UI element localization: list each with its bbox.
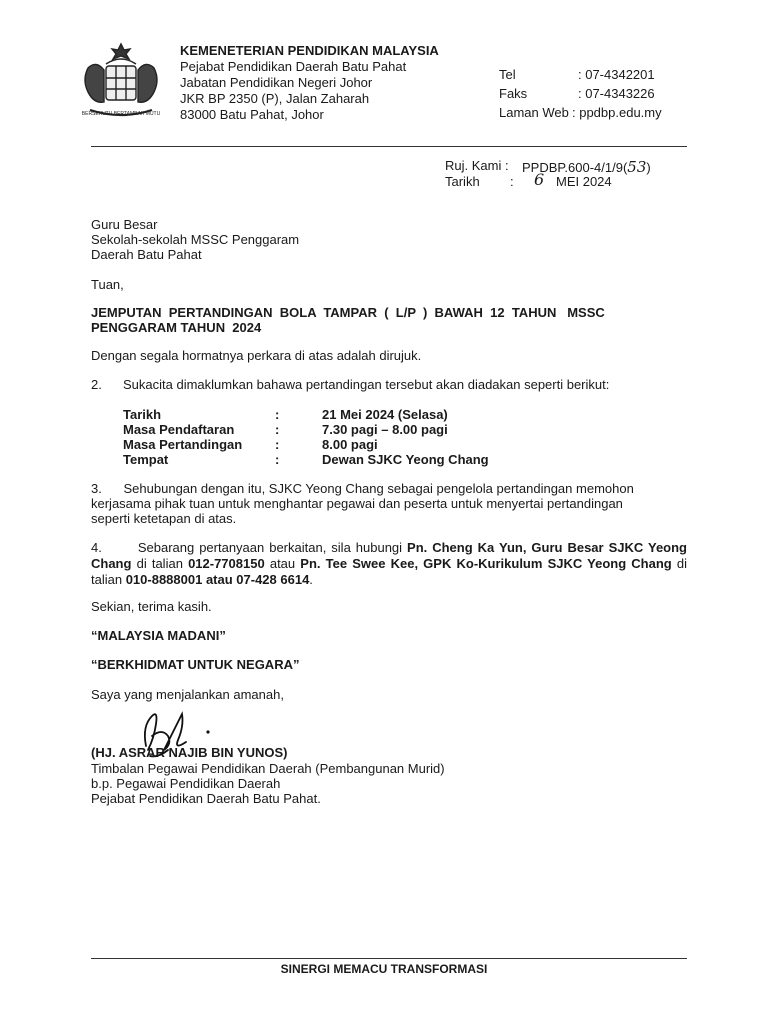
intro-paragraph: Dengan segala hormatnya perkara di atas adalah dirujuk.	[91, 348, 422, 363]
detail-value: Dewan SJKC Yeong Chang	[322, 452, 489, 467]
address-line-2: 83000 Batu Pahat, Johor	[180, 107, 324, 122]
coat-of-arms-logo	[76, 40, 166, 126]
detail-label: Masa Pertandingan	[123, 437, 243, 452]
svg-text:BERSEKUTU BERTAMBAH MUTU: BERSEKUTU BERTAMBAH MUTU	[81, 111, 161, 117]
address-line-1: JKR BP 2350 (P), Jalan Zaharah	[180, 91, 370, 106]
paragraph-2-number: 2.	[91, 377, 102, 392]
paragraph-3-line: 3. Sehubungan dengan itu, SJKC Yeong Chang sebagai pengelola pertandingan memohon	[91, 481, 634, 496]
header-divider	[91, 146, 687, 147]
subject-line-2: PENGGARAM TAHUN 2024	[91, 320, 262, 335]
reference-number: PPDBP.600-4/1/9(53)	[522, 158, 651, 176]
signoff-text: Saya yang menjalankan amanah,	[91, 687, 284, 702]
reference-label: Ruj. Kami :	[445, 158, 509, 173]
detail-colon: :	[275, 422, 280, 437]
department-name: Jabatan Pendidikan Negeri Johor	[180, 75, 373, 90]
detail-value: 8.00 pagi	[322, 437, 378, 452]
paragraph-4: 4. Sebarang pertanyaan berkaitan, sila hubungi Pn. Cheng Ka Yun, Guru Besar SJKC Yeong Chang di talian 012-7708150 atau Pn. Tee Swee Kee, GPK Ko-Kurikulum SJKC Yeong Chang di talian 010-8888001 atau 07-428 6614.	[91, 540, 687, 587]
fax-value: : 07-4343226	[578, 86, 655, 101]
detail-colon: :	[275, 437, 280, 452]
detail-value: 7.30 pagi – 8.00 pagi	[322, 422, 448, 437]
signatory-title: b.p. Pegawai Pendidikan Daerah	[91, 776, 281, 791]
slogan-berkhidmat: “BERKHIDMAT UNTUK NEGARA”	[91, 657, 300, 672]
signatory-title: Timbalan Pegawai Pendidikan Daerah (Pembangunan Murid)	[91, 761, 445, 776]
detail-label: Tarikh	[123, 407, 162, 422]
signatory-title: Pejabat Pendidikan Daerah Batu Pahat.	[91, 791, 321, 806]
signatory-name: (HJ. ASRAR NAJIB BIN YUNOS)	[91, 745, 288, 760]
date-handwritten-day: 6	[534, 170, 545, 189]
footer-motto: SINERGI MEMACU TRANSFORMASI	[280, 962, 488, 976]
recipient-line: Guru Besar	[91, 217, 158, 232]
subject-line-1: JEMPUTAN PERTANDINGAN BOLA TAMPAR ( L/P ) BAWAH 12 TAHUN MSSC	[91, 305, 605, 320]
website-label: Laman Web	[499, 105, 569, 120]
paragraph-2-text: Sukacita dimaklumkan bahawa pertandingan tersebut akan diadakan seperti berikut:	[123, 377, 610, 392]
tel-label: Tel	[499, 67, 516, 82]
paragraph-3-line: seperti ketetapan di atas.	[91, 511, 237, 526]
detail-value: 21 Mei 2024 (Selasa)	[322, 407, 448, 422]
date-colon: :	[510, 174, 514, 189]
salutation: Tuan,	[91, 277, 124, 292]
paragraph-3-line: kerjasama pihak tuan untuk menghantar pegawai dan peserta untuk menyertai pertandingan	[91, 496, 623, 511]
closing-text: Sekian, terima kasih.	[91, 599, 212, 614]
recipient-line: Sekolah-sekolah MSSC Penggaram	[91, 232, 300, 247]
fax-label: Faks	[499, 86, 528, 101]
date-value: MEI 2024	[556, 174, 612, 189]
detail-label: Masa Pendaftaran	[123, 422, 235, 437]
tel-value: : 07-4342201	[578, 67, 655, 82]
detail-colon: :	[275, 452, 280, 467]
organization-name: KEMENETERIAN PENDIDIKAN MALAYSIA	[180, 43, 439, 58]
recipient-line: Daerah Batu Pahat	[91, 247, 202, 262]
detail-label: Tempat	[123, 452, 169, 467]
office-name: Pejabat Pendidikan Daerah Batu Pahat	[180, 59, 407, 74]
footer-divider	[91, 958, 687, 959]
date-label: Tarikh	[445, 174, 480, 189]
reference-handwritten-number: 53	[627, 158, 647, 176]
website-value: : ppdbp.edu.my	[572, 105, 662, 120]
detail-colon: :	[275, 407, 280, 422]
slogan-malaysia-madani: “MALAYSIA MADANI”	[91, 628, 226, 643]
